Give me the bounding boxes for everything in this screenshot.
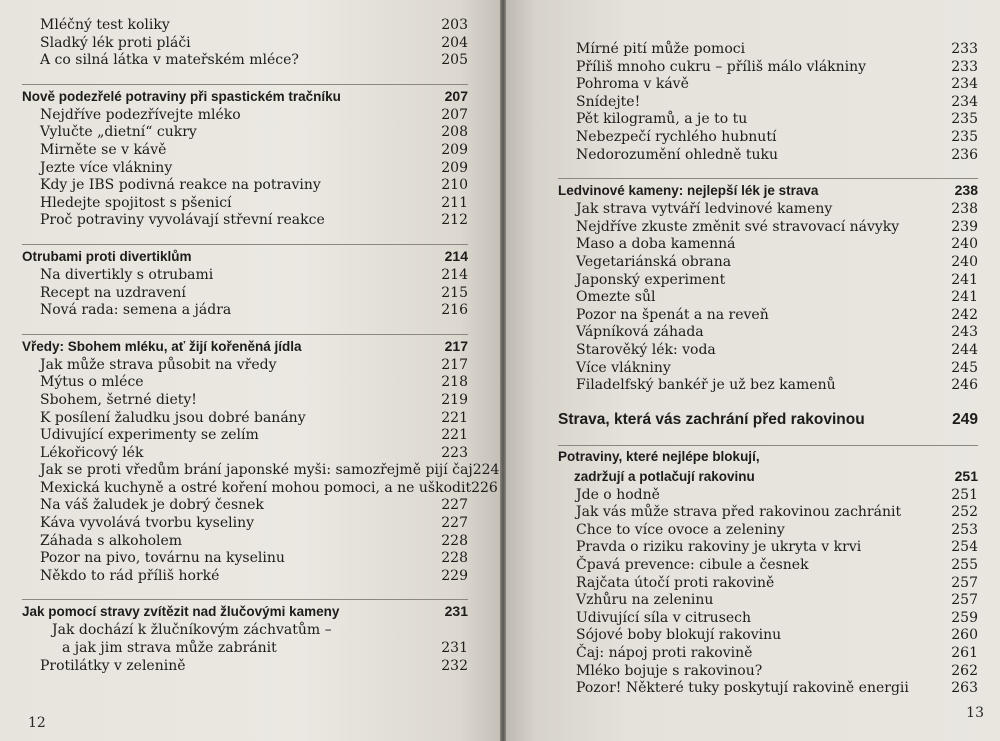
toc-section: [22, 244, 468, 320]
section-rule: [22, 244, 468, 245]
toc-entry-title: Jak strava vytváří ledvinové kameny: [576, 201, 833, 218]
toc-entry-page: 253: [951, 521, 978, 538]
toc-entry-page: 224: [472, 462, 500, 479]
toc-entry: [558, 324, 978, 342]
toc-entry-title: Sbohem, šetrné diety!: [40, 391, 197, 408]
toc-entry-title: Pohroma v kávě: [576, 76, 689, 93]
toc-entry-page: 227: [441, 515, 468, 532]
right-toc-column: [558, 41, 978, 712]
section-page: 251: [954, 467, 978, 484]
toc-entry: [22, 35, 468, 53]
toc-entry-title: Chce to více ovoce a zeleniny: [576, 521, 785, 538]
chapter-heading: [558, 409, 978, 431]
right-lead-entries: [558, 41, 978, 164]
toc-entry-page: 251: [951, 486, 978, 503]
section-heading-cont: [558, 467, 978, 486]
section-title: Vředy: Sbohem mléku, ať žijí kořeněná jídla: [22, 338, 302, 354]
toc-entry: [558, 663, 978, 681]
toc-entry-title: Vegetariánská obrana: [576, 253, 732, 270]
section-rule: [558, 445, 978, 446]
toc-entry: [22, 142, 468, 160]
section-heading: [22, 602, 468, 621]
toc-entry-title: Maso a doba kamenná: [576, 236, 736, 253]
toc-entry: [558, 94, 978, 112]
toc-entry-page: 217: [441, 356, 468, 373]
toc-entry: [558, 575, 978, 593]
chapter-section: [558, 445, 978, 698]
toc-entry: [558, 307, 978, 325]
toc-entry-title: Vzhůru na zeleninu: [576, 592, 714, 609]
toc-entry-page: 236: [951, 146, 978, 163]
toc-entry: [22, 302, 468, 320]
toc-entry: [22, 285, 468, 303]
toc-entry-page: 244: [951, 341, 978, 358]
toc-entry: [22, 640, 468, 658]
toc-entry-page: 240: [951, 236, 978, 253]
toc-entry: [22, 427, 468, 445]
toc-entry: [558, 377, 978, 395]
toc-entry-title: Kdy je IBS podivná reakce na potraviny: [40, 177, 321, 194]
toc-entry-page: 243: [951, 324, 978, 341]
toc-entry-title: Mírné pití může pomoci: [576, 41, 746, 57]
toc-entry-page: 212: [441, 212, 468, 229]
toc-entry-page: 221: [441, 427, 468, 444]
toc-entry-title: Jak se proti vředům brání japonské myši: samozřejmě pijí čaj: [40, 462, 473, 479]
section-rule: [22, 599, 468, 600]
toc-entry-page: 245: [951, 359, 978, 376]
toc-entry: [558, 219, 978, 237]
toc-entry-page: 239: [951, 218, 978, 235]
toc-entry-title: Vylučte „dietní“ cukry: [40, 124, 197, 141]
toc-entry-title: Pravda o riziku rakoviny je ukryta v krvi: [576, 539, 862, 556]
toc-entry-page: 257: [951, 574, 978, 591]
toc-entry-page: 238: [951, 201, 978, 218]
toc-entry-page: 207: [441, 106, 468, 123]
toc-entry: [558, 504, 978, 522]
section-page: 207: [444, 87, 468, 104]
toc-entry-title: Japonský experiment: [576, 271, 726, 288]
toc-entry-title: Příliš mnoho cukru – příliš málo vlákniny: [576, 58, 867, 75]
toc-entry-title: Někdo to rád příliš horké: [40, 567, 220, 584]
section-title: Jak pomocí stravy zvítězit nad žlučovými kameny: [22, 604, 340, 620]
toc-entry-title: Pozor na špenát a na reveň: [576, 306, 769, 323]
toc-entry: [558, 360, 978, 378]
section-title-line1: Potraviny, které nejlépe blokují,: [558, 448, 760, 464]
section-heading: [22, 87, 468, 106]
toc-entry: [22, 568, 468, 586]
toc-entry-page: 246: [951, 377, 978, 394]
toc-entry-page: 231: [441, 640, 468, 657]
toc-entry-page: 210: [441, 177, 468, 194]
section-page: 217: [444, 337, 468, 354]
left-toc-sections: [22, 84, 500, 675]
toc-entry-title: Vápníková záhada: [576, 324, 704, 341]
toc-entry-title: Nedorozumění ohledně tuku: [576, 146, 779, 163]
toc-entry-title: Nejdříve zkuste změnit své stravovací návyky: [576, 218, 900, 235]
toc-entry: [22, 497, 468, 515]
chapter-page: 249: [952, 410, 978, 428]
toc-entry-title: A co silná látka v mateřském mléce?: [40, 52, 299, 69]
toc-entry: [558, 272, 978, 290]
toc-entry-page: 227: [441, 497, 468, 514]
toc-entry-title: Starověký lék: voda: [576, 341, 716, 358]
toc-entry: [558, 539, 978, 557]
toc-entry-title: Káva vyvolává tvorbu kyseliny: [40, 515, 255, 532]
right-page-number: 13: [966, 705, 984, 721]
toc-entry-title: Pozor na pivo, továrnu na kyselinu: [40, 550, 285, 567]
toc-entry-title: Mirněte se v kávě: [40, 141, 167, 158]
toc-entry: [22, 533, 468, 551]
toc-entry: [22, 622, 468, 640]
toc-entry-page: 262: [951, 662, 978, 679]
toc-entry-page: 235: [951, 111, 978, 128]
toc-entry-page: 208: [441, 124, 468, 141]
toc-entry-page: 255: [951, 557, 978, 574]
chapter-entries: [558, 487, 978, 698]
toc-entry-title: Pozor! Některé tuky poskytují rakovině energii: [576, 680, 909, 697]
toc-entry-title: Hledejte spojitost s pšenicí: [40, 194, 232, 211]
toc-entry: [22, 515, 468, 533]
toc-entry-page: 218: [441, 374, 468, 391]
toc-entry: [558, 254, 978, 272]
toc-entry-title: Mýtus o mléce: [40, 374, 144, 391]
toc-entry-page: 226: [471, 479, 498, 496]
section-heading: [22, 337, 468, 356]
toc-entry-page: 235: [951, 128, 978, 145]
toc-entry-page: 204: [441, 34, 468, 51]
toc-entry-title: Jde o hodně: [576, 486, 660, 503]
toc-entry-title: Sójové boby blokují rakovinu: [576, 627, 782, 644]
section-title: Nově podezřelé potraviny při spastickém tračníku: [22, 88, 341, 104]
right-page: [506, 0, 1000, 741]
left-lead-entries: [22, 17, 468, 70]
toc-entry-page: 215: [441, 284, 468, 301]
toc-entry-page: 216: [441, 302, 468, 319]
toc-entry-page: 228: [441, 532, 468, 549]
section-title: Ledvinové kameny: nejlepší lék je strava: [558, 183, 819, 199]
section-heading: [558, 448, 978, 466]
toc-entry: [22, 52, 468, 70]
toc-entry-title: Na divertikly s otrubami: [40, 266, 214, 283]
toc-entry-title: Omezte sůl: [576, 289, 656, 306]
toc-entry: [558, 201, 978, 219]
left-page-number: 12: [28, 715, 46, 731]
toc-entry: [22, 160, 468, 178]
toc-entry-page: 211: [441, 194, 468, 211]
toc-entry-page: 233: [951, 58, 978, 75]
toc-entry-title: Proč potraviny vyvolávají střevní reakce: [40, 212, 325, 229]
toc-entry-title: Čpavá prevence: cibule a česnek: [576, 557, 809, 574]
toc-entry: [558, 59, 978, 77]
toc-entry-title: Nebezpečí rychlého hubnutí: [576, 128, 777, 145]
toc-entry: [22, 357, 468, 375]
toc-entry: [22, 177, 468, 195]
toc-entry-page: 254: [951, 539, 978, 556]
toc-entry: [558, 236, 978, 254]
toc-entry-page: 214: [441, 266, 468, 283]
toc-entry: [22, 658, 468, 676]
toc-entry-title: Jak může strava působit na vředy: [40, 356, 277, 373]
toc-entry: [558, 41, 978, 59]
toc-entry-page: 219: [441, 391, 468, 408]
toc-entry-title: Záhada s alkoholem: [40, 532, 183, 549]
toc-entry-page: 241: [951, 289, 978, 306]
section-rule: [558, 178, 978, 179]
toc-entry: [558, 610, 978, 628]
toc-entry: [558, 289, 978, 307]
toc-entry: [22, 212, 468, 230]
toc-entry-title: Udivující experimenty se zelím: [40, 427, 259, 444]
toc-entry: [558, 76, 978, 94]
toc-entry: [22, 17, 468, 35]
toc-entry-page: 233: [951, 41, 978, 57]
toc-entry: [22, 479, 498, 498]
toc-entry: [22, 195, 468, 213]
toc-section: [22, 84, 468, 230]
toc-entry-page: 259: [951, 609, 978, 626]
toc-entry-page: 242: [951, 306, 978, 323]
toc-entry-title: K posílení žaludku jsou dobré banány: [40, 409, 306, 426]
section-rule: [22, 334, 468, 335]
toc-section: [22, 599, 468, 675]
toc-entry: [558, 592, 978, 610]
toc-entry: [558, 627, 978, 645]
toc-entry-title: Udivující síla v citrusech: [576, 609, 752, 626]
toc-entry: [22, 392, 468, 410]
section-heading: [22, 247, 468, 266]
toc-entry: [558, 147, 978, 165]
toc-entry-title: Pět kilogramů, a je to tu: [576, 111, 748, 128]
toc-entry-page: 205: [441, 52, 468, 69]
toc-entry: [22, 374, 468, 392]
section-title: Otrubami proti divertiklům: [22, 248, 192, 264]
toc-entry: [22, 410, 468, 428]
toc-entry-page: 252: [951, 504, 978, 521]
toc-entry: [22, 445, 468, 463]
toc-entry-page: 234: [951, 76, 978, 93]
toc-entry: [558, 522, 978, 540]
toc-section: [558, 178, 978, 395]
toc-entry-page: 232: [441, 657, 468, 674]
toc-entry: [22, 107, 468, 125]
toc-entry-title: Sladký lék proti pláči: [40, 34, 191, 51]
toc-entry-page: 223: [441, 444, 468, 461]
toc-section: [22, 334, 500, 586]
right-toc-sections: [558, 178, 978, 395]
toc-entry-title: Více vlákniny: [576, 359, 671, 376]
toc-entry-title: Recept na uzdravení: [40, 284, 186, 301]
toc-entry-page: 263: [951, 680, 978, 697]
toc-entry: [22, 124, 468, 142]
toc-entry: [558, 342, 978, 360]
toc-entry-title: Na váš žaludek je dobrý česnek: [40, 497, 264, 514]
toc-entry: [558, 487, 978, 505]
toc-entry-page: 209: [441, 141, 468, 158]
toc-entry-title: Protilátky v zelenině: [40, 657, 186, 674]
toc-entry-title: Čaj: nápoj proti rakovině: [576, 645, 753, 662]
toc-entry-title: Jak dochází k žlučníkovým záchvatům –: [52, 622, 332, 639]
section-page: 214: [444, 247, 468, 264]
toc-entry-page: 229: [441, 567, 468, 584]
section-page: 238: [954, 182, 978, 199]
toc-entry-title: Mexická kuchyně a ostré koření mohou pomoci, a ne uškodit: [40, 479, 472, 496]
toc-entry-page: 241: [951, 271, 978, 288]
toc-entry: [558, 557, 978, 575]
toc-entry-page: 234: [951, 93, 978, 110]
toc-entry-title: Mléko bojuje s rakovinou?: [576, 662, 763, 679]
toc-entry: [22, 550, 468, 568]
chapter-title: Strava, která vás zachrání před rakovinou: [558, 410, 865, 428]
toc-entry-title: Nejdříve podezřívejte mléko: [40, 106, 241, 123]
toc-entry-title: a jak jim strava může zabránit: [62, 640, 277, 657]
section-title-line2: zadržují a potlačují rakovinu: [574, 468, 755, 484]
toc-entry-page: 203: [441, 17, 468, 33]
toc-entry-title: Filadelfský bankéř je už bez kamenů: [576, 377, 836, 394]
toc-entry: [22, 267, 468, 285]
toc-entry: [558, 111, 978, 129]
toc-entry-title: Rajčata útočí proti rakovině: [576, 574, 775, 591]
section-rule: [22, 84, 468, 85]
toc-entry-page: 257: [951, 592, 978, 609]
toc-entry-page: 209: [441, 159, 468, 176]
toc-entry-title: Snídejte!: [576, 93, 641, 110]
toc-entry-page: 240: [951, 253, 978, 270]
toc-entry: [22, 462, 500, 480]
toc-entry-title: Jezte více vlákniny: [40, 159, 173, 176]
toc-entry-title: Nová rada: semena a jádra: [40, 302, 232, 319]
toc-entry-title: Mléčný test koliky: [40, 17, 170, 33]
toc-entry-title: Jak vás může strava před rakovinou zachránit: [576, 504, 902, 521]
left-toc-column: [22, 17, 500, 689]
toc-entry: [558, 645, 978, 663]
toc-entry-page: 221: [441, 409, 468, 426]
toc-entry-page: 228: [441, 550, 468, 567]
toc-entry: [558, 129, 978, 147]
toc-entry-title: Lékořicový lék: [40, 444, 144, 461]
toc-entry: [558, 680, 978, 698]
toc-entry-page: 261: [951, 645, 978, 662]
section-heading: [558, 181, 978, 200]
section-page: 231: [444, 603, 468, 620]
toc-entry-page: 260: [951, 627, 978, 644]
